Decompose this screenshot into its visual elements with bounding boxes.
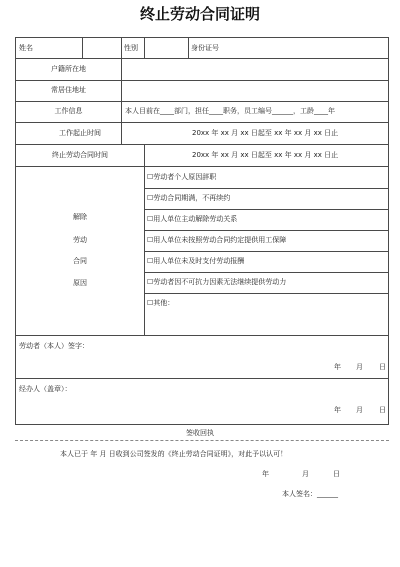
agent-signature-label: 经办人（盖章）： xyxy=(19,385,72,393)
reason-label-1: 解除 xyxy=(73,213,87,221)
receipt-day: 日 xyxy=(333,470,340,478)
work-period-label: 工作起止时间 xyxy=(59,129,101,137)
table-border-left xyxy=(15,37,16,425)
receipt-divider xyxy=(15,440,389,441)
work-period-text: 20xx 年 xx 月 xx 日起至 xx 年 xx 月 xx 日止 xyxy=(192,129,339,137)
residence-label: 常居住地址 xyxy=(51,86,86,94)
receipt-title: 签收回执 xyxy=(186,429,214,437)
reason-option-force-majeure[interactable]: ☐劳动者因不可抗力因素无法继续提供劳动力 xyxy=(147,278,287,286)
gender-label: 性别 xyxy=(124,44,138,52)
name-label: 姓名 xyxy=(19,44,33,52)
worker-sign-year: 年 xyxy=(334,363,341,371)
receipt-year: 年 xyxy=(262,470,269,478)
worker-sign-month: 月 xyxy=(356,363,363,371)
receipt-body: 本人已于 年 月 日收到公司签发的《终止劳动合同证明》，对此予以认可！ xyxy=(60,450,288,458)
worker-signature-label: 劳动者（本人）签字： xyxy=(19,342,89,350)
contract-period-label: 终止劳动合同时间 xyxy=(52,151,108,159)
agent-sign-month: 月 xyxy=(356,406,363,414)
page-title: 终止劳动合同证明 xyxy=(139,5,260,23)
table-border-top xyxy=(15,37,389,38)
receipt-signature[interactable]: 本人签名：______ xyxy=(282,490,338,498)
table-border-bottom xyxy=(15,424,389,425)
reason-option-resignation[interactable]: ☐劳动者个人原因辞职 xyxy=(147,173,217,181)
work-info-text: 本人目前在____部门，担任____职务，员工编号______，工龄____年 xyxy=(125,107,335,115)
reason-option-contract-expired[interactable]: ☐劳动合同期满，不再续约 xyxy=(147,194,231,202)
agent-sign-year: 年 xyxy=(334,406,341,414)
work-info-label: 工作信息 xyxy=(54,107,83,115)
agent-sign-day: 日 xyxy=(379,406,386,414)
reason-option-other[interactable]: ☐其他： xyxy=(147,299,175,307)
household-label: 户籍所在地 xyxy=(51,65,86,73)
table-border-right xyxy=(388,37,389,425)
receipt-month: 月 xyxy=(302,470,309,478)
reason-label-2: 劳动 xyxy=(73,236,87,244)
reason-label-4: 原因 xyxy=(73,279,87,287)
contract-period-text: 20xx 年 xx 月 xx 日起至 xx 年 xx 月 xx 日止 xyxy=(192,151,339,159)
worker-sign-day: 日 xyxy=(379,363,386,371)
reason-option-employer-terminated[interactable]: ☐用人单位主动解除劳动关系 xyxy=(147,215,238,223)
reason-option-no-protection[interactable]: ☐用人单位未按照劳动合同约定提供用工保障 xyxy=(147,236,287,244)
id-number-label: 身份证号 xyxy=(191,44,219,52)
reason-label-3: 合同 xyxy=(73,257,87,265)
reason-option-unpaid-wages[interactable]: ☐用人单位未及时支付劳动报酬 xyxy=(147,257,245,265)
